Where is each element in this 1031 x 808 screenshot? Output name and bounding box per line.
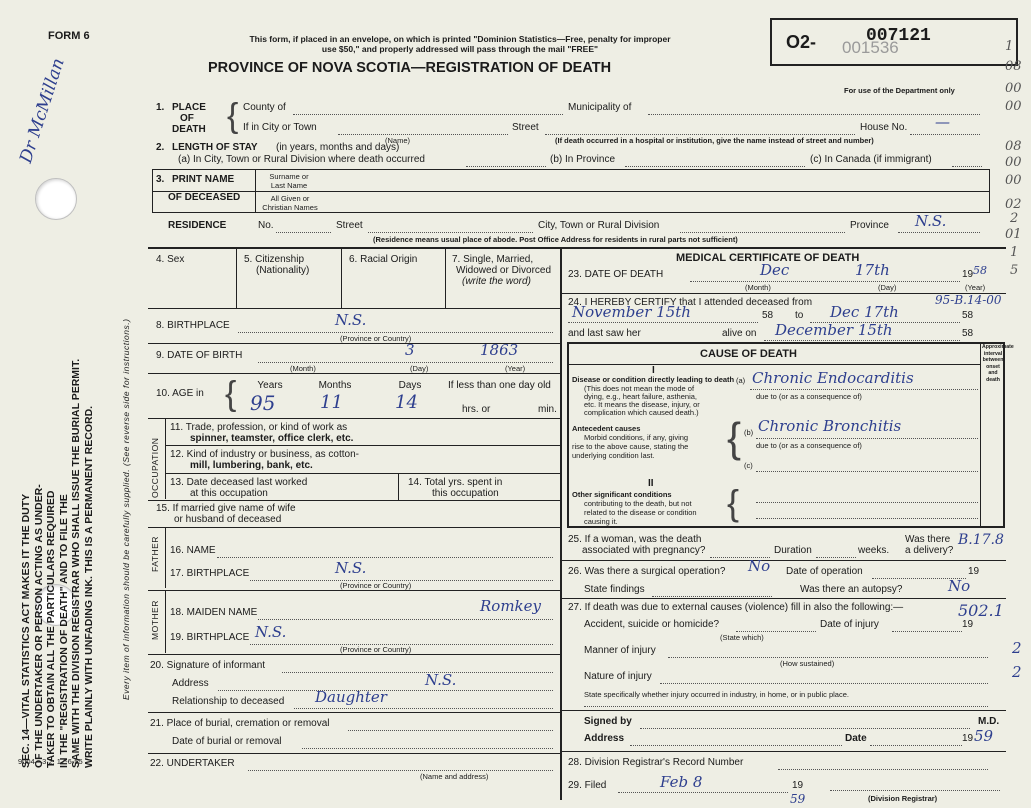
mother-bottom (148, 654, 560, 655)
antecedent-brace: { (727, 414, 742, 461)
division-registrar-line (830, 790, 1000, 791)
autopsy-value: No (948, 577, 971, 595)
father-birthplace-value: N.S. (335, 559, 367, 577)
city-label: If in City or Town (243, 122, 317, 133)
sign-date-label: Date (845, 733, 867, 744)
death-day-note: (Day) (878, 283, 897, 292)
pregnancy-label-1: 25. If a woman, was the death (568, 534, 702, 545)
other-desc-3: causing it. (584, 517, 618, 526)
relationship-value: Daughter (315, 688, 387, 706)
right-code-502: 502.1 (958, 601, 1004, 620)
cause-part-2: II (648, 478, 654, 489)
mother-vertical-label: MOTHER (150, 600, 160, 640)
county-label: County of (243, 102, 286, 113)
residence-province-line (898, 232, 980, 233)
antecedent-c-letter: (c) (744, 461, 753, 470)
attended-from-value: November 15th (572, 303, 691, 321)
accident-line (736, 631, 816, 632)
surgery-value: No (748, 557, 771, 575)
item21-bottom (148, 753, 560, 754)
surname-label-2: Last Name (270, 181, 308, 190)
signed-by-line (640, 728, 970, 729)
immediate-line (750, 389, 978, 390)
occupation-vertical-label: OCCUPATION (150, 437, 160, 498)
date-of-death-label: 23. DATE OF DEATH (568, 269, 664, 280)
father-bar (165, 528, 166, 588)
mother-birthplace-note: (Province or Country) (340, 645, 412, 654)
death-month: Dec (760, 261, 790, 279)
dob-line (258, 362, 553, 363)
filed-label: 29. Filed (568, 780, 607, 791)
margin-code: 00 (1005, 99, 1022, 114)
attended-to-year: 58 (962, 310, 974, 321)
antecedent-b-line (756, 438, 978, 439)
s3-name-divider (152, 191, 990, 192)
age-min-label: min. (538, 404, 557, 415)
undertaker-line (248, 770, 553, 771)
immediate-cause-value: Chronic Endocarditis (752, 369, 914, 387)
margin-code: 08 (1005, 139, 1022, 154)
medical-title: MEDICAL CERTIFICATE OF DEATH (676, 252, 860, 264)
municipality-line (648, 114, 980, 115)
nature-line (660, 683, 988, 684)
antecedent-desc-2: rise to the above cause, stating the (572, 442, 689, 451)
margin-code: 1 (1010, 245, 1019, 260)
attended-to-value: Dec 17th (830, 303, 899, 321)
residence-city-line (680, 232, 845, 233)
how-sustained-note: (How sustained) (780, 659, 835, 668)
sidebar-line: IN THE "REGISTRATION OF DEATH" AND TO FILE THE (57, 494, 70, 768)
address-label: Address (584, 733, 625, 744)
age-months-value: 11 (320, 392, 343, 413)
last-saw-value: December 15th (775, 321, 893, 339)
item15-line-2: or husband of deceased (174, 514, 282, 525)
dob-month-note: (Month) (290, 364, 316, 373)
s2-sub: (in years, months and days) (276, 142, 400, 153)
signature-bottom (562, 751, 1006, 752)
certificate-faint-number: 001536 (842, 38, 899, 57)
birthplace-line (238, 332, 553, 333)
item7-header-3: (write the word) (462, 276, 531, 287)
sidebar-line: WRITE PLAINLY WITH UNFADING INK. THIS IS A PERMANENT RECORD. (82, 405, 95, 768)
sign-date-line (870, 745, 962, 746)
mother-maiden-line (258, 619, 553, 620)
street-line (545, 134, 855, 135)
item13-line-1: 13. Date deceased last worked (170, 477, 308, 488)
dept-use-note: For use of the Department only (844, 86, 955, 95)
dob-year-note: (Year) (505, 364, 526, 373)
house-value: — (935, 113, 950, 131)
immediate-due-to: due to (or as a consequence of) (756, 392, 862, 401)
immediate-label: Disease or condition directly leading to death (572, 375, 735, 384)
residence-no-line (276, 232, 331, 233)
immediate-desc-3: etc. It means the disease, injury, or (584, 400, 700, 409)
s3-label-of-deceased: OF DECEASED (168, 192, 241, 203)
filed-line (618, 792, 788, 793)
margin-code: 5 (1010, 263, 1019, 278)
margin-code: 08 (1005, 59, 1022, 74)
item13-line-2: at this occupation (190, 488, 268, 499)
item4-header: 4. Sex (156, 254, 185, 265)
name-note: (Name) (385, 136, 411, 145)
page-title: PROVINCE OF NOVA SCOTIA—REGISTRATION OF DEATH (208, 60, 612, 76)
residence-no-label: No. (258, 220, 274, 231)
father-birthplace-note: (Province or Country) (340, 581, 412, 590)
item13-bottom (148, 500, 560, 501)
manner-label: Manner of injury (584, 645, 656, 656)
age-years-value: 95 (250, 391, 276, 415)
item14-line-1: 14. Total yrs. spent in (408, 477, 503, 488)
age-days-label: Days (398, 380, 422, 391)
registrar-number-label: 28. Division Registrar's Record Number (568, 757, 744, 768)
hospital-note: (If death occurred in a hospital or institution, give the name instead of street and number) (555, 136, 874, 145)
immediate-desc-2: dying, e.g., heart failure, asthenia, (584, 392, 697, 401)
antecedent-cause-value: Chronic Bronchitis (758, 417, 902, 435)
margin-code: 2 (1010, 211, 1019, 226)
other-line-1 (756, 502, 978, 503)
item11-line-1: 11. Trade, profession, or kind of work as (170, 422, 348, 433)
item11-line-2: spinner, teamster, office clerk, etc. (190, 433, 354, 444)
mother-birthplace-label: 19. BIRTHPLACE (170, 632, 250, 643)
dob-label: 9. DATE OF BIRTH (156, 350, 243, 361)
item5-sub: (Nationality) (256, 265, 310, 276)
pregnancy-weeks: weeks. (858, 545, 890, 556)
s1-label-place: PLACE (172, 102, 206, 113)
s2-b-line (625, 166, 805, 167)
s2-label: LENGTH OF STAY (172, 142, 258, 153)
item27-bottom (562, 710, 1006, 711)
s1-label-of: OF (180, 113, 194, 124)
given-label-2: Christian Names (262, 203, 318, 212)
s1-num: 1. (156, 102, 165, 113)
burial-label: 21. Place of burial, cremation or removal (150, 718, 330, 729)
birthplace-label: 8. BIRTHPLACE (156, 320, 230, 331)
item15-line-1: 15. If married give name of wife (156, 503, 296, 514)
print-code: 9004—3.2: 17-6-55 (18, 757, 83, 766)
informant-address-value: N.S. (425, 671, 457, 689)
dob-year: 1863 (480, 341, 519, 359)
burial-date-line (302, 748, 553, 749)
other-label: Other significant conditions (572, 490, 672, 499)
mother-birthplace-value: N.S. (255, 623, 287, 641)
s1-brace: { (227, 97, 239, 135)
residence-city-label: City, Town or Rural Division (538, 220, 660, 231)
item7-header-2: Widowed or Divorced (456, 265, 552, 276)
state-which-note: (State which) (720, 633, 764, 642)
sidebar-note: Every item of information should be carefully supplied. (See reverse side for instructions.) (121, 318, 131, 700)
other-desc-2: related to the disease or condition (584, 508, 697, 517)
attended-to-label: to (795, 310, 804, 321)
street-label: Street (512, 122, 539, 133)
death-year-note: (Year) (965, 283, 986, 292)
cause-title: CAUSE OF DEATH (700, 348, 797, 360)
dob-day-note: (Day) (410, 364, 429, 373)
items-4-7-bottom (148, 308, 560, 309)
interval-header: Approximate interval between onset and death (982, 344, 1014, 383)
injury-location-line (584, 706, 988, 707)
cause-title-divider (569, 364, 980, 365)
residence-province-label: Province (850, 220, 889, 231)
filed-year-value: 59 (790, 792, 806, 806)
accident-label: Accident, suicide or homicide? (584, 619, 720, 630)
division-registrar-note: (Division Registrar) (868, 794, 938, 803)
margin-code: 1 (1005, 39, 1014, 54)
s3-label-print-name: PRINT NAME (172, 174, 235, 185)
item12-bottom (166, 473, 560, 474)
antecedent-due-to: due to (or as a consequence of) (756, 441, 862, 450)
immediate-desc-4: complication which caused death.) (584, 408, 699, 417)
operation-19: 19 (968, 566, 980, 577)
delivery-label-2: a delivery? (905, 545, 954, 556)
given-label-1: All Given or (270, 194, 310, 203)
attended-from-year: 58 (762, 310, 774, 321)
birthplace-note: (Province or Country) (340, 334, 412, 343)
residence-province-value: N.S. (915, 212, 947, 230)
city-line (338, 134, 508, 135)
injury-location-note: State specifically whether injury occurred in industry, in home, or in public place. (584, 690, 849, 699)
age-months-label: Months (318, 380, 352, 391)
operation-date-label: Date of operation (786, 566, 863, 577)
county-line (293, 114, 563, 115)
main-grid-top (148, 247, 1006, 249)
column-divider (560, 247, 562, 800)
filed-year-prefix: 19 (792, 780, 804, 791)
stamp-code: 95-B.14-00 (935, 293, 1002, 307)
antecedent-desc-3: underlying condition last. (572, 451, 655, 460)
last-saw-line (764, 340, 960, 341)
undertaker-label: 22. UNDERTAKER (150, 758, 235, 769)
sidebar-line: TAKER TO OBTAIN ALL THE PARTICULARS REQUIRED (45, 490, 57, 768)
surname-label-1: Surname or (269, 172, 309, 181)
items-4-7-divider-3 (445, 249, 446, 308)
sign-year-value: 59 (974, 727, 994, 745)
death-month-note: (Month) (745, 283, 771, 292)
residence-label: RESIDENCE (168, 220, 227, 231)
nature-label: Nature of injury (584, 671, 652, 682)
attended-from-line (568, 322, 758, 323)
certificate-prefix: O2- (786, 32, 817, 52)
informant-label: 20. Signature of informant (150, 660, 266, 671)
informant-address-label: Address (172, 678, 209, 689)
item5-header: 5. Citizenship (244, 254, 305, 265)
age-days-value: 14 (395, 392, 418, 413)
date-of-death-line (690, 281, 960, 282)
findings-label: State findings (584, 584, 645, 595)
age-brace: { (225, 375, 237, 413)
margin-code: 00 (1005, 155, 1022, 170)
father-birthplace-label: 17. BIRTHPLACE (170, 568, 250, 579)
item26-bottom (562, 598, 1006, 599)
mother-maiden-value: Romkey (480, 597, 541, 615)
alive-on-label: alive on (722, 328, 757, 339)
md-label: M.D. (978, 716, 1000, 727)
age-less-than-label: If less than one day old (448, 380, 551, 391)
other-line-2 (756, 518, 978, 519)
age-years-label: Years (257, 380, 283, 391)
age-hrs-label: hrs. or (462, 404, 491, 415)
form-number: FORM 6 (48, 30, 90, 42)
surgery-label: 26. Was there a surgical operation? (568, 566, 726, 577)
s3-num: 3. (156, 174, 165, 185)
item14-divider (398, 474, 399, 500)
certificate-number: 007121 (866, 26, 931, 46)
house-label: House No. (860, 122, 908, 133)
dob-day: 3 (405, 341, 415, 359)
filed-value: Feb 8 (660, 773, 703, 791)
other-brace: { (727, 482, 740, 523)
item11-bottom (166, 445, 560, 446)
father-name-line (217, 557, 553, 558)
last-saw-year: 58 (962, 328, 974, 339)
signed-by-label: Signed by (584, 716, 632, 727)
s2-num: 2. (156, 142, 165, 153)
father-vertical-label: FATHER (150, 536, 160, 572)
relationship-label: Relationship to deceased (172, 696, 285, 707)
items-4-7-divider-2 (341, 249, 342, 308)
birthplace-value: N.S. (335, 311, 367, 329)
manner-line (668, 657, 988, 658)
antecedent-c-line (756, 471, 978, 472)
injury-date-label: Date of injury (820, 619, 879, 630)
injury-19: 19 (962, 619, 974, 630)
mail-notice-line-2: use $50," and properly addressed will pass through the mail "FREE" (321, 44, 599, 54)
item6-header: 6. Racial Origin (349, 254, 418, 265)
informant-line (282, 672, 553, 673)
undertaker-note: (Name and address) (420, 772, 489, 781)
margin-handwritten-note: Dr McMillan (16, 55, 69, 166)
mother-bar (165, 591, 166, 653)
last-saw-label: and last saw her (568, 328, 641, 339)
pregnancy-weeks-line (816, 557, 856, 558)
pregnancy-duration: Duration (774, 545, 812, 556)
father-name-label: 16. NAME (170, 545, 216, 556)
other-desc-1: contributing to the death, but not (584, 499, 692, 508)
address-line (630, 745, 842, 746)
residence-street-label: Street (336, 220, 363, 231)
pregnancy-label-2: associated with pregnancy? (582, 545, 706, 556)
right-code-2b: 2 (1012, 663, 1022, 681)
mother-maiden-label: 18. MAIDEN NAME (170, 607, 258, 618)
cause-part-1: I (652, 365, 655, 376)
occupation-bar (165, 419, 166, 499)
s2-c-label: (c) In Canada (if immigrant) (810, 154, 932, 165)
burial-line (348, 730, 553, 731)
immediate-desc-1: (This does not mean the mode of (584, 384, 695, 393)
sidebar-line: OF THE UNDERTAKER OR PERSON ACTING AS UNDER- (32, 484, 45, 768)
external-causes-label: 27. If death was due to external causes (violence) fill in also the following:— (568, 602, 904, 613)
relationship-line (294, 708, 553, 709)
item7-header-1: 7. Single, Married, (452, 254, 534, 265)
s2-a-line (466, 166, 546, 167)
item15-bottom (148, 527, 560, 528)
antecedent-b-letter: (b) (744, 428, 754, 437)
s2-a-label: (a) In City, Town or Rural Division where death occurred (178, 154, 425, 165)
margin-code: 01 (1005, 227, 1022, 242)
s2-b-label: (b) In Province (550, 154, 616, 165)
sign-year-prefix: 19 (962, 733, 974, 744)
cause-interval-divider (980, 343, 981, 527)
sidebar-line: SEC. 14—VITAL STATISTICS ACT MAKES IT THE DUTY (20, 493, 32, 768)
age-label: 10. AGE in (156, 388, 204, 399)
findings-line (652, 596, 772, 597)
s1-label-death: DEATH (172, 124, 206, 135)
immediate-a-letter: (a) (736, 376, 746, 385)
item14-line-2: this occupation (432, 488, 499, 499)
item20-bottom (148, 712, 560, 713)
item12-line-2: mill, lumbering, bank, etc. (190, 460, 313, 471)
s2-c-line (952, 166, 982, 167)
margin-code: 02 (1005, 197, 1022, 212)
sidebar-line: SAME WITH THE DIVISION REGISTRAR WHO SHALL ISSUE THE BURIAL PERMIT. (70, 358, 82, 768)
item10-bottom (148, 418, 560, 419)
item12-line-1: 12. Kind of industry or business, as cotton- (170, 449, 359, 460)
father-bottom (148, 590, 560, 591)
margin-code: 00 (1005, 81, 1022, 96)
right-code-b178: B.17.8 (958, 532, 1004, 548)
residence-note: (Residence means usual place of abode. Post Office Address for residents in rural parts not sufficient) (373, 235, 738, 244)
antecedent-label: Antecedent causes (572, 424, 641, 433)
certify-label: 24. I HEREBY CERTIFY that I attended deceased from (568, 297, 813, 308)
residence-street-line (368, 232, 533, 233)
antecedent-desc-1: Morbid conditions, if any, giving (584, 433, 689, 442)
injury-date-line (892, 631, 962, 632)
registrar-number-line (778, 769, 988, 770)
items-4-7-divider-1 (236, 249, 237, 308)
delivery-label-1: Was there (905, 534, 951, 545)
death-year: 58 (973, 264, 987, 277)
item25-bottom (562, 560, 1006, 561)
municipality-label: Municipality of (568, 102, 632, 113)
margin-code: 00 (1005, 173, 1022, 188)
item9-bottom (148, 373, 560, 374)
death-year-prefix: 19 (962, 269, 974, 280)
burial-date-label: Date of burial or removal (172, 736, 282, 747)
death-day: 17th (855, 261, 890, 279)
s3-label-divider (255, 169, 256, 213)
house-line (910, 134, 980, 135)
autopsy-label: Was there an autopsy? (800, 584, 903, 595)
right-code-2a: 2 (1012, 639, 1022, 657)
mail-notice-line-1: This form, if placed in an envelope, on which is printed "Dominion Statistics—Free, penalty for improper (249, 34, 671, 44)
